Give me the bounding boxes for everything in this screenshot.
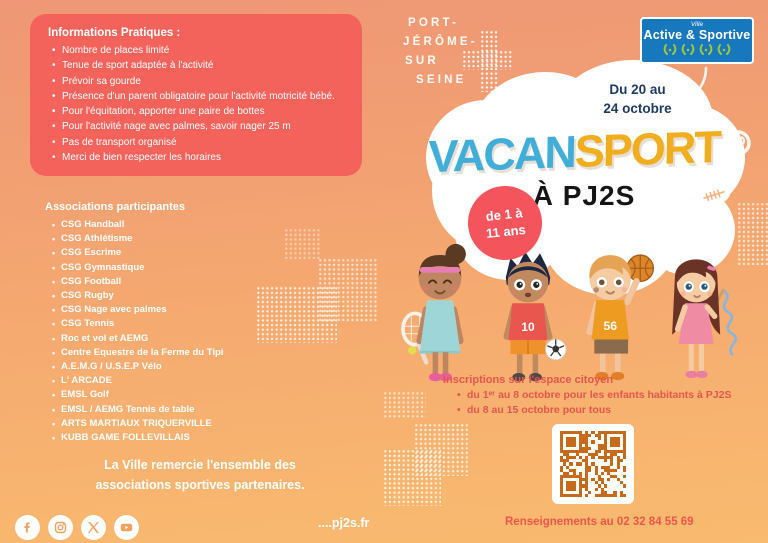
inscription-item: • du 8 au 15 octobre pour tous — [467, 403, 763, 418]
qr-pattern — [560, 431, 626, 497]
football-boy-illustration — [486, 246, 570, 392]
associations-title: Associations participantes — [45, 201, 185, 213]
dot-grid-decor — [383, 449, 441, 506]
youtube-icon[interactable] — [114, 515, 139, 540]
inscriptions-section — [443, 374, 763, 417]
association-item: • Roc et vol et AEMG — [61, 332, 335, 346]
svg-text:10: 10 — [521, 320, 535, 335]
laurel-icon — [717, 44, 731, 55]
rugby-ball-icon — [693, 178, 735, 212]
inscriptions-list — [443, 388, 763, 417]
associations-list — [45, 218, 335, 445]
title-vacan: VACAN — [427, 125, 576, 183]
practical-info-item: • Pas de transport organisé — [62, 135, 348, 150]
instagram-icon[interactable] — [48, 515, 73, 540]
event-title — [424, 121, 725, 184]
practical-info-item: • Pour l'équitation, apporter une paire de bottes — [62, 104, 348, 119]
association-item: • CSG Nage avec palmes — [61, 303, 335, 317]
tennis-girl-illustration — [398, 243, 482, 391]
laurel-icon — [699, 44, 713, 55]
association-item: • EMSL / AEMG Tennis de table — [61, 403, 335, 417]
event-dates: Du 20 au 24 octobre — [603, 82, 672, 116]
svg-text:56: 56 — [603, 319, 618, 334]
phone-info: Renseignements au 02 32 84 55 69 — [505, 516, 694, 528]
qr-code — [552, 424, 634, 504]
association-item: • A.E.M.G / U.S.E.P Vélo — [61, 360, 335, 374]
association-item: • CSG Escrime — [61, 246, 335, 260]
association-item: • CSG Gymnastique — [61, 261, 335, 275]
ribbon-girl-illustration — [656, 246, 740, 392]
association-item: • KUBB GAME FOLLEVILLAIS — [61, 431, 335, 445]
ville-active-sportive-badge — [640, 17, 754, 64]
inscriptions-title: Inscriptions sur l'espace citoyen — [443, 374, 614, 386]
dot-grid-decor — [383, 391, 426, 418]
thanks-text: La Ville remercie l'ensemble des associations sportives partenaires. — [95, 458, 305, 492]
association-item: • Centre Equestre de la Ferme du Tipi — [61, 346, 335, 360]
association-item: • ARTS MARTIAUX TRIQUERVILLE — [61, 417, 335, 431]
event-subtitle: À PJ2S — [532, 180, 636, 211]
website-link[interactable]: ....pj2s.fr — [318, 516, 370, 530]
association-item: • L' ARCADE — [61, 374, 335, 388]
practical-info-title: Informations Pratiques : — [48, 27, 181, 39]
age-range-badge: de 1 à 11 ans — [464, 182, 545, 263]
association-item: • CSG Athlétisme — [61, 232, 335, 246]
facebook-icon[interactable] — [15, 515, 40, 540]
association-item: • EMSL Golf — [61, 388, 335, 402]
associations-section — [45, 201, 335, 445]
association-item: • CSG Football — [61, 275, 335, 289]
association-item: • CSG Rugby — [61, 289, 335, 303]
badge-main-label: Active & Sportive — [643, 28, 751, 42]
title-sport: SPORT — [574, 120, 721, 178]
laurel-icon — [681, 44, 695, 55]
badge-ville-label: Ville — [690, 21, 704, 28]
laurel-icons — [642, 44, 752, 55]
practical-info-box — [30, 14, 362, 176]
association-item: • CSG Tennis — [61, 317, 335, 331]
practical-info-item: • Prévoir sa gourde — [62, 74, 348, 89]
laurel-icon — [663, 44, 677, 55]
practical-info-list — [44, 43, 348, 165]
city-logo: PORT- JÉRÔME- SUR SEINE — [403, 17, 478, 86]
dot-grid-decor — [737, 202, 768, 265]
association-item: • CSG Handball — [61, 218, 335, 232]
x-twitter-icon[interactable] — [81, 515, 106, 540]
inscription-item: • du 1ᵉʳ au 8 octobre pour les enfants habitants à PJ2S — [467, 388, 763, 403]
social-icons-row — [15, 515, 139, 540]
practical-info-item: • Nombre de places limité — [62, 43, 348, 58]
practical-info-item: • Tenue de sport adaptée à l'activité — [62, 58, 348, 73]
practical-info-item: • Présence d'un parent obligatoire pour l'activité motricité bébé. — [62, 89, 348, 104]
practical-info-item: • Merci de bien respecter les horaires — [62, 150, 348, 165]
practical-info-item: • Pour l'activité nage avec palmes, savoir nager 25 m — [62, 119, 348, 134]
basketball-boy-illustration — [570, 242, 658, 392]
